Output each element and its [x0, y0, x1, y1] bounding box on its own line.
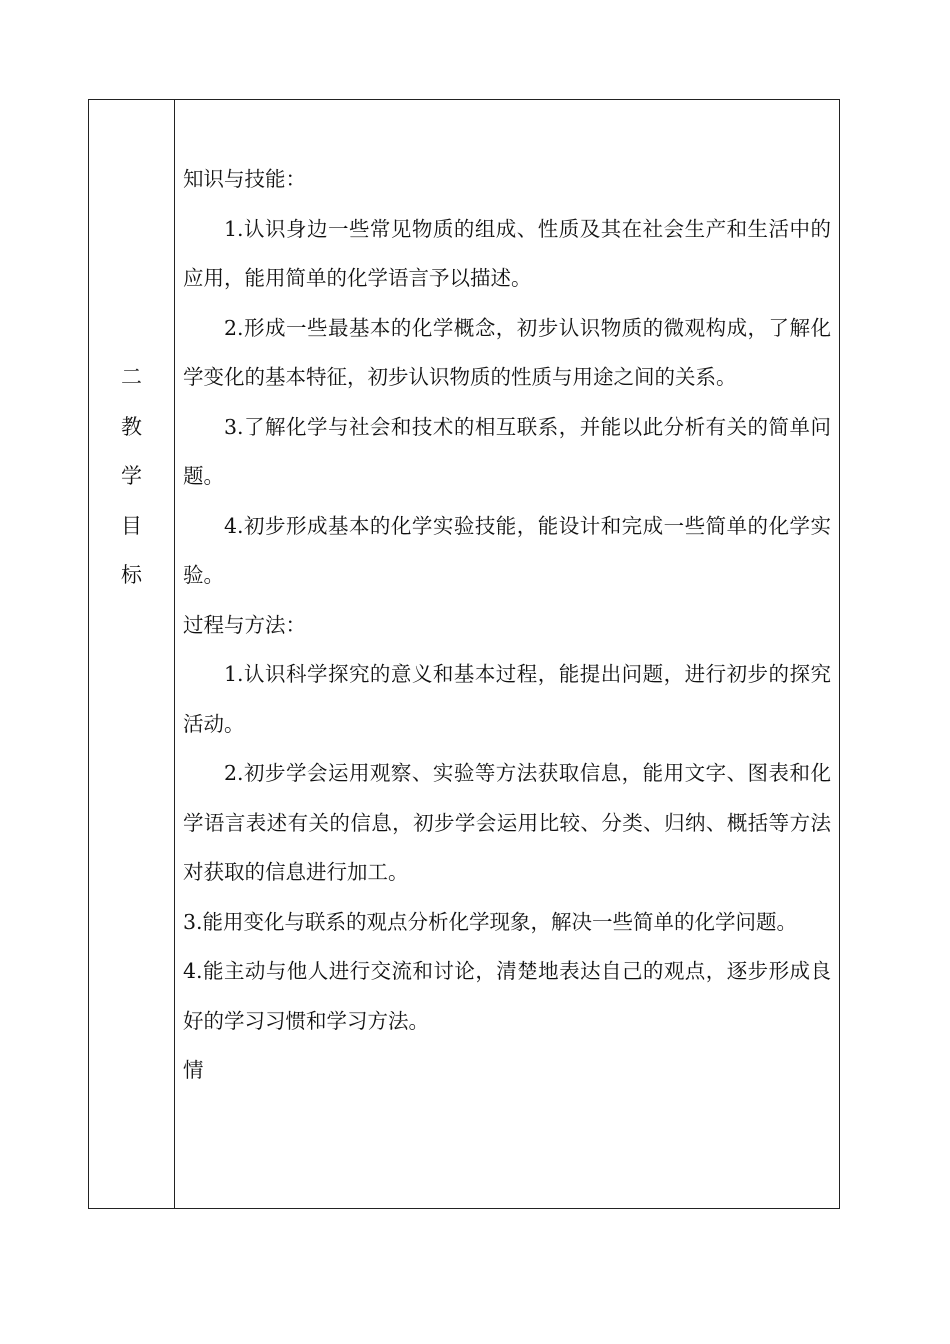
knowledge-heading: 知识与技能：: [183, 167, 306, 191]
knowledge-item: 3.了解化学与社会和技术的相互联系，并能以此分析有关的简单问题。: [183, 414, 831, 488]
process-item: 3.能用变化与联系的观点分析化学现象，解决一些简单的化学问题。: [183, 909, 798, 934]
row-label-char: 教: [121, 415, 142, 439]
knowledge-item: 2.形成一些最基本的化学概念，初步认识物质的微观构成，了解化学变化的基本特征，初步认识物质的性质与用途之间的关系。: [183, 315, 831, 389]
row-label-char: 目: [121, 514, 142, 538]
knowledge-item: 4.初步形成基本的化学实验技能，能设计和完成一些简单的化学实验。: [183, 513, 831, 587]
process-heading: 过程与方法：: [183, 612, 306, 637]
row-label-char: 标: [121, 563, 142, 587]
process-item: 2.初步学会运用观察、实验等方法获取信息，能用文字、图表和化学语言表述有关的信息，初步学会运用比较、分类、归纳、概括等方法对获取的信息进行加工。: [183, 761, 831, 884]
objectives-table: [88, 99, 840, 1209]
process-item: 4.能主动与他人进行交流和讨论，清楚地表达自己的观点，逐步形成良好的学习习惯和学习方法。: [183, 959, 831, 1033]
emotion-heading: 情: [183, 1058, 204, 1082]
process-item: 1.认识科学探究的意义和基本过程，能提出问题，进行初步的探究活动。: [183, 662, 831, 736]
row-label-char: 学: [121, 464, 142, 488]
content-cell: [183, 155, 831, 1096]
row-label-cell: [89, 100, 174, 1208]
knowledge-item: 1.认识身边一些常见物质的组成、性质及其在社会生产和生活中的应用，能用简单的化学语言予以描述。: [183, 216, 831, 290]
column-divider: [174, 100, 175, 1208]
row-label-char: 二: [121, 365, 142, 389]
